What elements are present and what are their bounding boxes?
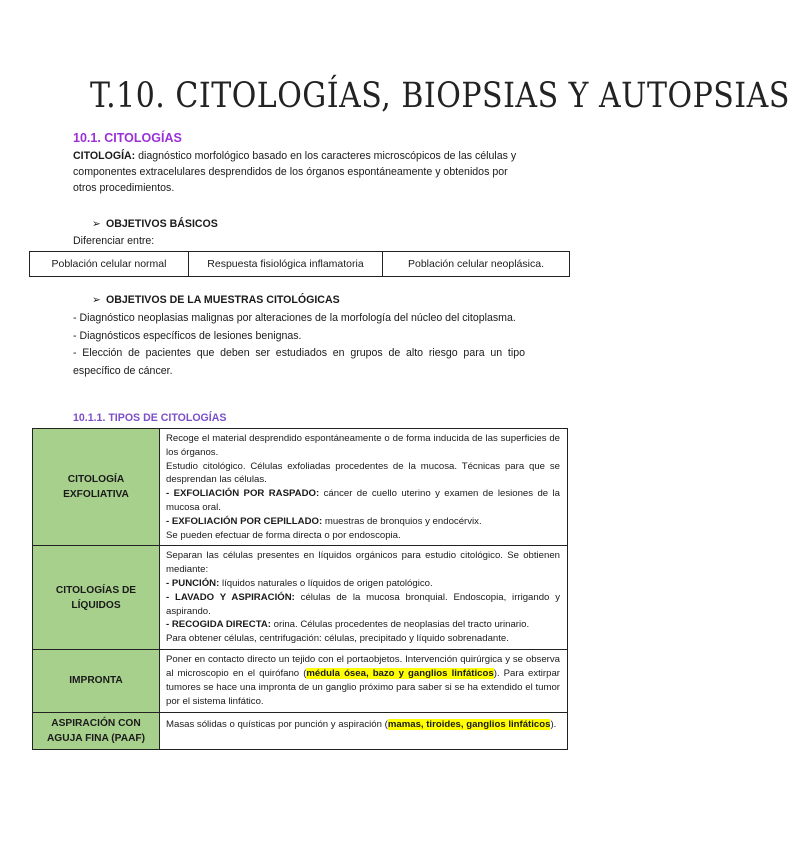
- cell-neoplasica: Población celular neoplásica.: [383, 252, 570, 277]
- desc-line: [166, 515, 560, 529]
- arrow-bullet-icon: ➢: [92, 294, 101, 306]
- desc-exfoliativa: [160, 429, 568, 546]
- table-row: [33, 649, 568, 712]
- objetivos-table: [29, 251, 570, 277]
- objetivos-muestras-label: OBJETIVOS DE LA MUESTRAS CITOLÓGICAS: [106, 294, 340, 306]
- highlight-text: médula ósea, bazo y ganglios linfáticos: [306, 668, 494, 680]
- highlight-text: mamas, tiroides, ganglios linfáticos: [387, 718, 551, 730]
- desc-text: cáncer de cuello uterino y examen de lesiones de la mucosa oral.: [166, 488, 560, 513]
- objetivos-basicos-label: OBJETIVOS BÁSICOS: [106, 218, 218, 230]
- arrow-bullet-icon: ➢: [92, 218, 101, 230]
- table-row: [33, 712, 568, 749]
- desc-line: [166, 718, 560, 732]
- list-item: - Diagnóstico neoplasias malignas por alteraciones de la morfología del núcleo del citoplasma.: [73, 312, 516, 324]
- desc-term: - RECOGIDA DIRECTA:: [166, 619, 271, 631]
- desc-text: células de la mucosa bronquial. Endoscopia, irrigando y aspirando.: [166, 591, 560, 617]
- desc-text: ). Para extirpar tumores se hace una impronta de un ganglio próximo para saber si se ha extendido el tumor por el sistema linfático.: [166, 668, 560, 707]
- desc-text: Masas sólidas o quísticas por punción y aspiración (: [166, 718, 388, 730]
- table-row: [33, 546, 568, 650]
- desc-impronta: [160, 649, 568, 712]
- diferenciar-intro: Diferenciar entre:: [73, 235, 155, 247]
- objetivos-muestras-heading: [92, 294, 340, 306]
- desc-line: Separan las células presentes en líquidos orgánicos para estudio citológico. Se obtienen mediante:: [166, 550, 560, 576]
- desc-term: - PUNCIÓN:: [166, 577, 220, 589]
- desc-term: - LAVADO Y ASPIRACIÓN:: [166, 591, 295, 603]
- desc-liquidos: [160, 546, 568, 650]
- definition-text: diagnóstico morfológico basado en los caracteres microscópicos de las células y componentes extracelulares desprendidos de los órganos espontáneamente y obtenidos por otros procedimientos.: [73, 150, 517, 194]
- label-liquidos: CITOLOGÍAS DE LÍQUIDOS: [33, 546, 160, 650]
- desc-text: ).: [550, 718, 557, 730]
- desc-line: [166, 577, 560, 591]
- desc-line: Estudio citológico. Células exfoliadas procedentes de la mucosa. Técnicas para que se desprendan las células.: [166, 460, 560, 486]
- tipos-table: [32, 428, 568, 750]
- cell-inflamatoria: Respuesta fisiológica inflamatoria: [189, 252, 383, 277]
- desc-text: líquidos naturales o líquidos de origen patológico.: [219, 577, 433, 589]
- desc-line: Recoge el material desprendido espontáneamente o de forma inducida de las superficies de los órganos.: [166, 433, 560, 458]
- list-item: - Elección de pacientes que deben ser estudiados en grupos de alto riesgo para un tipo específico de cáncer.: [73, 347, 525, 377]
- desc-line: Para obtener células, centrifugación: células, precipitado y líquido sobrenadante.: [166, 633, 509, 645]
- desc-line: [166, 653, 560, 708]
- objetivos-row: [30, 252, 570, 277]
- desc-text: Poner en contacto directo un tejido con el portaobjetos. Intervención quirúrgica y se observa al microscopio en el quirófano (: [166, 654, 560, 680]
- desc-line: [166, 591, 560, 619]
- label-exfoliativa: CITOLOGÍA EXFOLIATIVA: [33, 429, 160, 546]
- tipos-heading: 10.1.1. TIPOS DE CITOLOGÍAS: [73, 412, 227, 424]
- definition-term: CITOLOGÍA:: [73, 150, 136, 162]
- label-impronta: IMPRONTA: [33, 649, 160, 712]
- desc-term: - EXFOLIACIÓN POR RASPADO:: [166, 488, 320, 500]
- desc-line: Se pueden efectuar de forma directa o por endoscopia.: [166, 529, 401, 541]
- desc-text: orina. Células procedentes de neoplasias del tracto urinario.: [271, 619, 530, 631]
- label-paaf: ASPIRACIÓN CON AGUJA FINA (PAAF): [33, 712, 160, 749]
- muestras-list: [73, 310, 525, 380]
- desc-line: [166, 487, 560, 515]
- table-row: [33, 429, 568, 546]
- list-item: - Diagnósticos específicos de lesiones benignas.: [73, 329, 302, 342]
- desc-term: - EXFOLIACIÓN POR CEPILLADO:: [166, 515, 323, 527]
- objetivos-basicos-heading: [92, 218, 218, 230]
- citologia-definition: [73, 148, 533, 196]
- desc-text: muestras de bronquios y endocérvix.: [322, 515, 482, 527]
- desc-line: [166, 618, 560, 632]
- section-heading: 10.1. CITOLOGÍAS: [73, 131, 182, 145]
- cell-normal: Población celular normal: [30, 252, 189, 277]
- page-title: T.10. CITOLOGÍAS, BIOPSIAS Y AUTOPSIAS: [90, 76, 790, 117]
- desc-paaf: [160, 712, 568, 749]
